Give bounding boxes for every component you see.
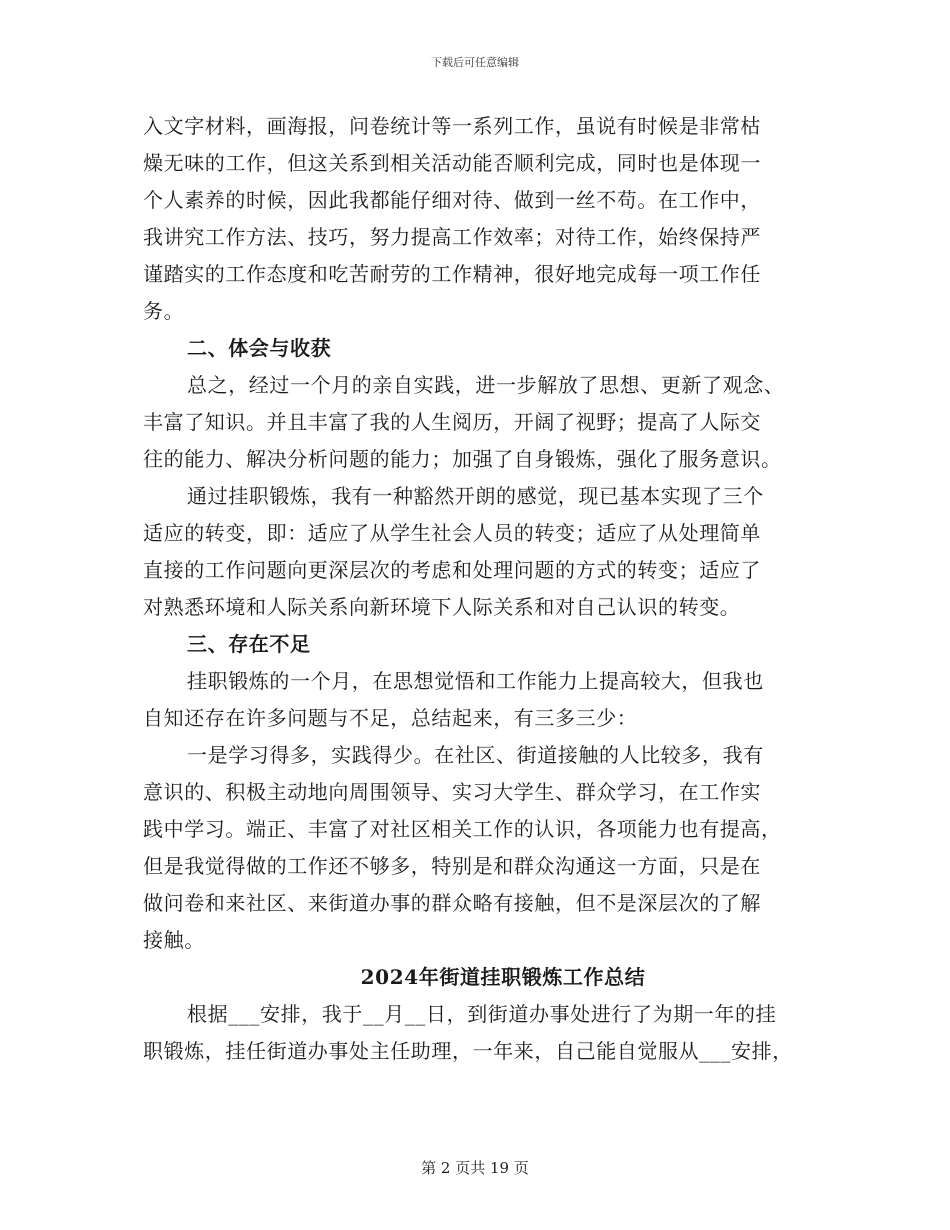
paragraph-line: 自知还存在许多问题与不足，总结起来，有三多三少： [143,706,638,730]
paragraph-line: 总之，经过一个月的亲自实践，进一步解放了思想、更新了观念、 [187,373,785,397]
paragraph-line: 意识的、积极主动地向周围领导、实习大学生、群众学习，在工作实 [143,780,761,804]
paragraph-line: 谨踏实的工作态度和吃苦耐劳的工作精神，很好地完成每一项工作任 [143,262,761,286]
paragraph-line: 职锻炼，挂任街道办事处主任助理，一年来，自己能自觉服从___安排， [143,1039,793,1063]
paragraph-line: 做问卷和来社区、来街道办事的群众略有接触，但不是深层次的了解 [143,891,761,915]
paragraph-line: 直接的工作问题向更深层次的考虑和处理问题的方式的转变；适应了 [143,558,761,582]
document-body [143,108,833,1070]
paragraph-line: 接触。 [143,928,205,952]
page-number: 第 2 页共 19 页 [421,1159,529,1177]
paragraph-line: 适应的转变，即：适应了从学生社会人员的转变；适应了从处理简单 [143,521,761,545]
paragraph-line: 个人素养的时候，因此我都能仔细对待、做到一丝不苟。在工作中， [143,188,761,212]
paragraph-line: 丰富了知识。并且丰富了我的人生阅历，开阔了视野；提高了人际交 [143,410,761,434]
section-heading: 二、体会与收获 [187,336,332,360]
paragraph-line: 我讲究工作方法、技巧，努力提高工作效率；对待工作，始终保持严 [143,225,761,249]
paragraph-line: 燥无味的工作，但这关系到相关活动能否顺利完成，同时也是体现一 [143,151,761,175]
paragraph-line: 对熟悉环境和人际关系向新环境下人际关系和对自己认识的转变。 [143,595,741,619]
paragraph-line: 务。 [143,299,185,323]
paragraph-line: 践中学习。端正、丰富了对社区相关工作的认识，各项能力也有提高， [143,817,782,841]
paragraph-line: 一是学习得多，实践得少。在社区、街道接触的人比较多，我有 [187,743,764,767]
paragraph-line: 通过挂职锻炼，我有一种豁然开朗的感觉，现已基本实现了三个 [187,484,764,508]
paragraph-line: 往的能力、解决分析问题的能力；加强了自身锻炼，强化了服务意识。 [143,447,782,471]
section-heading: 三、存在不足 [187,632,311,656]
page-header: 下载后可任意编辑 [431,56,519,69]
paragraph-line: 入文字材料，画海报，问卷统计等一系列工作，虽说有时候是非常枯 [143,114,761,138]
document-title: 2024年街道挂职锻炼工作总结 [360,965,646,989]
paragraph-line: 根据___安排，我于__月__日，到街道办事处进行了为期一年的挂 [187,1002,777,1026]
paragraph-line: 但是我觉得做的工作还不够多，特别是和群众沟通这一方面，只是在 [143,854,761,878]
paragraph-line: 挂职锻炼的一个月，在思想觉悟和工作能力上提高较大，但我也 [187,669,764,693]
